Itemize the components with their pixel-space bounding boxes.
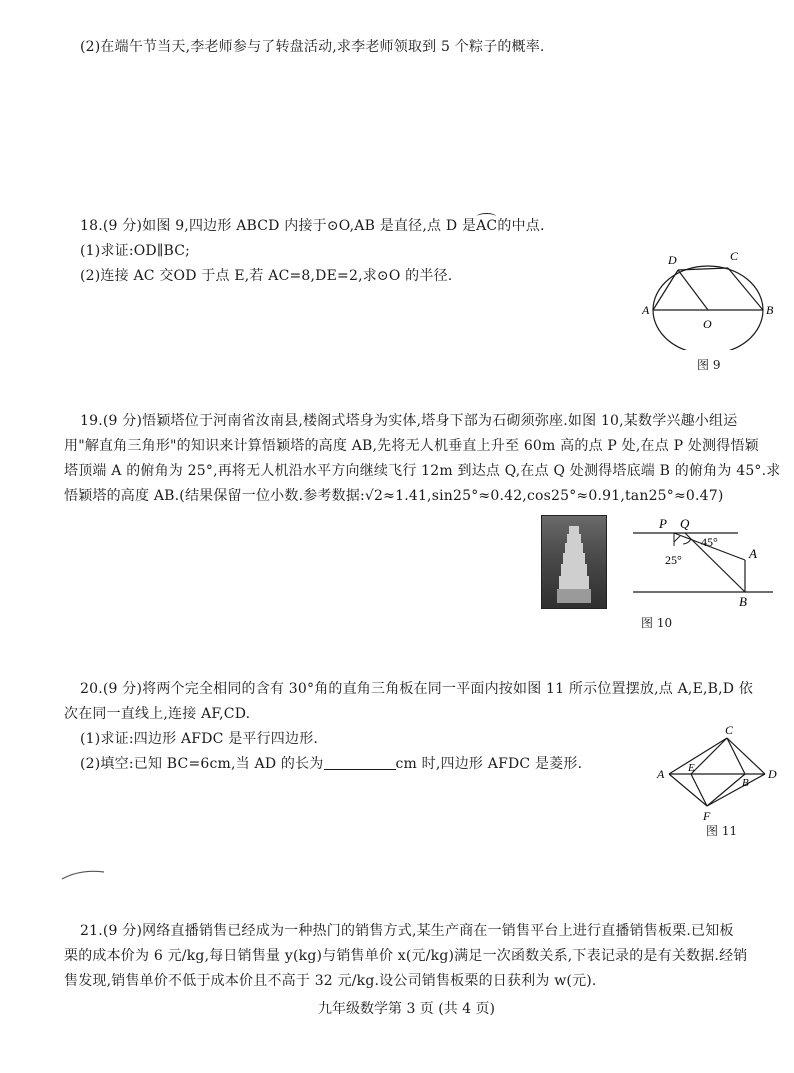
figure-10	[625, 512, 780, 612]
segment-ad	[653, 270, 678, 310]
q20-part2	[80, 754, 582, 774]
stray-mark	[60, 866, 108, 882]
label-angle-25: 25°	[665, 553, 682, 567]
figure-10-caption: 图 10	[641, 616, 673, 630]
q21-line2: 栗的成本价为 6 元/kg,每日销售量 y(kg)与销售单价 x(元/kg)满足一次函数关系,下表记录的是有关数据.经销	[64, 948, 748, 964]
segment-dc	[678, 268, 728, 270]
page-footer: 九年级数学第 3 页 (共 4 页)	[318, 1001, 495, 1017]
label-d: D	[668, 253, 677, 267]
segment-ac	[669, 738, 727, 774]
label-d: D	[768, 767, 777, 781]
label-b: B	[739, 594, 747, 609]
figure-9-caption: 图 9	[697, 358, 721, 372]
q18-stem-pre: 18.(9 分)如图 9,四边形 ABCD 内接于⊙O,AB 是直径,点 D 是	[80, 218, 477, 234]
q20-part2-post: cm 时,四边形 AFDC 是菱形.	[395, 756, 583, 772]
label-a: A	[642, 303, 650, 317]
segment-cb	[727, 738, 745, 774]
segment-af	[669, 774, 707, 806]
angle-25-arc	[674, 536, 680, 542]
segment-do	[678, 270, 708, 310]
label-e: E	[688, 762, 695, 774]
segment-ef	[691, 774, 707, 806]
q19-line2: 用"解直角三角形"的知识来计算悟颖塔的高度 AB,先将无人机垂直上升至 60m 高的点 P 处,在点 P 处测得悟颖	[64, 438, 759, 454]
segment-ec	[691, 738, 727, 774]
figure-11	[655, 726, 785, 826]
label-a: A	[749, 546, 757, 561]
segment-fb	[707, 774, 745, 806]
label-f: F	[703, 809, 711, 823]
q20-line2: 次在同一直线上,连接 AF,CD.	[64, 706, 251, 722]
segment-cb	[728, 268, 763, 310]
label-q: Q	[680, 516, 690, 531]
q18-part1: (1)求证:OD∥BC;	[80, 243, 191, 259]
answer-blank[interactable]	[324, 755, 396, 770]
figure-11-caption: 图 11	[706, 824, 738, 838]
figure-9	[640, 240, 780, 350]
label-p: P	[659, 516, 667, 531]
label-a: A	[657, 767, 665, 781]
q19-line3: 塔顶端 A 的俯角为 25°,再将无人机沿水平方向继续飞行 12m 到达点 Q,在点 Q 处测得塔底端 B 的俯角为 45°.求	[64, 463, 781, 479]
q17-part2: (2)在端午节当天,李老师参与了转盘活动,求李老师领取到 5 个粽子的概率.	[80, 39, 545, 55]
q19-line4: 悟颖塔的高度 AB.(结果保留一位小数.参考数据:√2≈1.41,sin25°≈0.42,cos25°≈0.91,tan25°≈0.47)	[64, 488, 724, 504]
q20-part1: (1)求证:四边形 AFDC 是平行四边形.	[80, 731, 319, 747]
q19-line1: 19.(9 分)悟颖塔位于河南省汝南县,楼阁式塔身为实体,塔身下部为石砌须弥座.如图 10,某数学兴趣小组运	[80, 413, 738, 429]
label-o: O	[703, 317, 712, 331]
q18-part2: (2)连接 AC 交OD 于点 E,若 AC=8,DE=2,求⊙O 的半径.	[80, 268, 453, 284]
label-c: C	[730, 249, 739, 263]
label-b: B	[742, 777, 749, 789]
q20-part2-pre: (2)填空:已知 BC=6cm,当 AD 的长为	[80, 756, 324, 772]
angle-45-arc	[683, 539, 691, 544]
label-angle-45: 45°	[701, 535, 718, 549]
q18-stem-arc: AC	[476, 218, 498, 234]
q21-line1: 21.(9 分)网络直播销售已经成为一种热门的销售方式,某生产商在一销售平台上进行直播销售板栗.已知板	[80, 923, 734, 939]
q21-line3: 售发现,销售单价不低于成本价且不高于 32 元/kg.设公司销售板栗的日获利为 w(元).	[64, 973, 597, 989]
label-b: B	[766, 303, 774, 317]
segment-cd	[727, 738, 765, 774]
segment-fd	[707, 774, 765, 806]
q20-line1: 20.(9 分)将两个完全相同的含有 30°角的直角三角板在同一平面内按如图 11 所示位置摆放,点 A,E,B,D 依	[80, 681, 754, 697]
label-c: C	[725, 726, 734, 737]
q18-stem-post: 的中点.	[497, 218, 545, 234]
pagoda-photo	[541, 515, 607, 609]
circle-o	[653, 266, 763, 350]
q18-stem	[80, 216, 545, 236]
